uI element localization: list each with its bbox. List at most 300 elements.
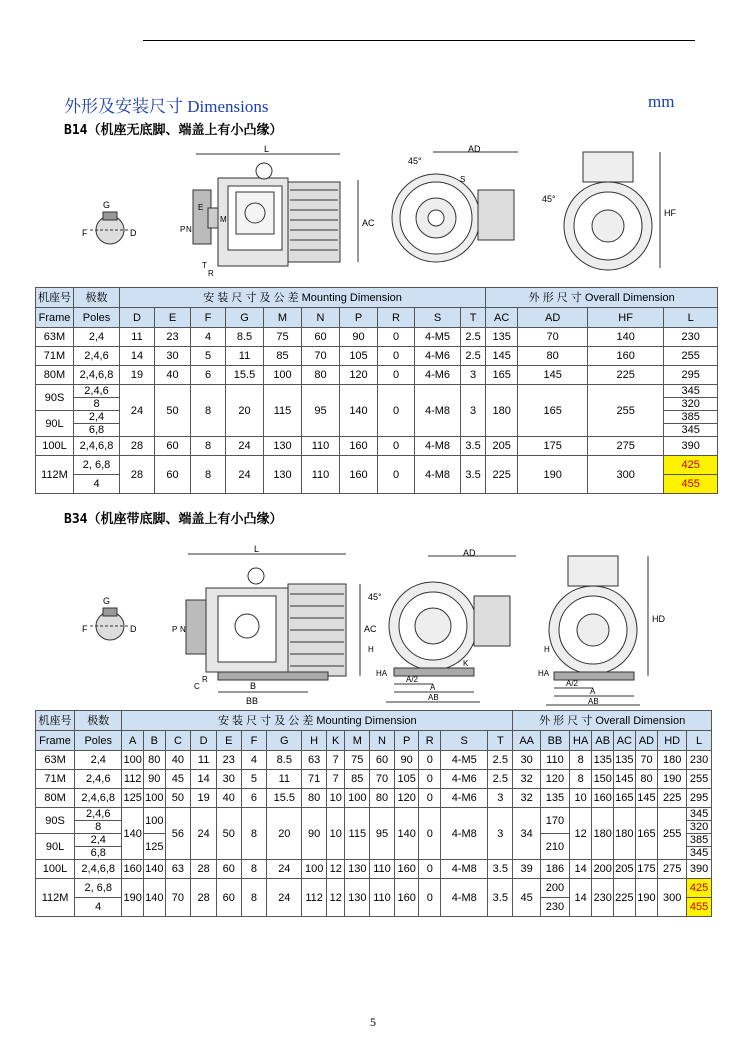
b14-drawing <box>68 142 708 287</box>
col-header: A <box>122 731 144 751</box>
cell: 30 <box>155 347 191 366</box>
col-header: R <box>419 731 441 751</box>
cell: 165 <box>614 789 636 808</box>
table-row <box>36 347 718 366</box>
cell: 70 <box>635 751 658 770</box>
cell: 0 <box>419 789 441 808</box>
b34-rear-view <box>538 556 665 706</box>
cell: 20 <box>267 808 302 860</box>
col-header: K <box>326 731 345 751</box>
cell: 205 <box>614 860 636 879</box>
svg-text:A: A <box>590 687 596 696</box>
col-header: T <box>461 308 486 328</box>
cell: 11 <box>267 770 302 789</box>
cell: 210 <box>541 834 570 860</box>
cell: 145 <box>518 366 588 385</box>
svg-text:AB: AB <box>428 693 439 702</box>
cell: 160 <box>394 879 419 917</box>
cell: 10 <box>326 789 345 808</box>
cell: 150 <box>592 770 614 789</box>
cell: 24 <box>120 385 155 437</box>
col-header: D <box>191 731 217 751</box>
highlighted-cell: 455 <box>687 898 712 917</box>
col-header: HF <box>588 308 664 328</box>
cell: 4-M5 <box>415 328 461 347</box>
col-header: E <box>155 308 191 328</box>
cell: 130 <box>345 879 370 917</box>
cell: 85 <box>345 770 370 789</box>
cell: 24 <box>267 879 302 917</box>
cell: 225 <box>658 789 687 808</box>
cell: 11 <box>191 751 217 770</box>
cell: 4 <box>75 898 122 917</box>
cell: 19 <box>191 789 217 808</box>
cell: 200 <box>592 860 614 879</box>
cell: 70 <box>370 770 395 789</box>
cell: 56 <box>165 808 191 860</box>
b14-dimension-table <box>35 287 718 494</box>
cell: 165 <box>518 385 588 437</box>
svg-text:HF: HF <box>664 208 676 218</box>
cell: 2.5 <box>488 770 513 789</box>
cell: 90S <box>36 808 75 834</box>
cell: 50 <box>155 385 191 437</box>
cell: 140 <box>588 328 664 347</box>
cell: 255 <box>664 347 718 366</box>
cell: 110 <box>302 437 340 456</box>
cell: 115 <box>264 385 302 437</box>
cell: 100 <box>264 366 302 385</box>
cell: 345 <box>664 385 718 398</box>
cell: 23 <box>216 751 241 770</box>
cell: 275 <box>658 860 687 879</box>
cell: 230 <box>687 751 712 770</box>
top-rule <box>143 40 695 41</box>
cell: 63M <box>36 751 75 770</box>
cell: 14 <box>569 860 592 879</box>
cell: 60 <box>216 860 241 879</box>
cell: 34 <box>513 808 541 860</box>
cell: 135 <box>614 751 636 770</box>
cell: 300 <box>588 456 664 494</box>
cell: 85 <box>264 347 302 366</box>
cell: 145 <box>486 347 518 366</box>
cell: 80 <box>518 347 588 366</box>
cell: 28 <box>120 456 155 494</box>
cell: 70 <box>302 347 340 366</box>
table-row <box>36 808 712 821</box>
col-header: 安 装 尺 寸 及 公 差 Mounting Dimension <box>120 288 486 308</box>
svg-text:BB: BB <box>246 696 259 706</box>
cell: 8 <box>569 770 592 789</box>
cell: 105 <box>394 770 419 789</box>
svg-text:P: P <box>172 625 178 634</box>
cell: 50 <box>216 808 241 860</box>
cell: 120 <box>340 366 378 385</box>
svg-text:T: T <box>202 261 207 270</box>
cell: 120 <box>541 770 570 789</box>
col-header: 外 形 尺 寸 Overall Dimension <box>486 288 718 308</box>
cell: 180 <box>486 385 518 437</box>
svg-text:L: L <box>254 544 260 554</box>
svg-text:AC: AC <box>362 218 375 228</box>
cell: 160 <box>122 860 144 879</box>
cell: 385 <box>687 834 712 847</box>
col-header: S <box>441 731 488 751</box>
col-header: AB <box>592 731 614 751</box>
col-header: N <box>302 308 340 328</box>
cell: 6,8 <box>75 847 122 860</box>
cell: 100 <box>143 808 165 834</box>
col-header: C <box>165 731 191 751</box>
svg-text:G: G <box>103 596 111 606</box>
cell: 4-M8 <box>441 879 488 917</box>
b14-heading: B14（机座无底脚、端盖上有小凸缘） <box>64 123 283 138</box>
table-row <box>36 860 712 879</box>
cell: 160 <box>340 437 378 456</box>
cell: 75 <box>264 328 302 347</box>
cell: 230 <box>664 328 718 347</box>
cell: 4-M6 <box>415 366 461 385</box>
col-header: AC <box>486 308 518 328</box>
cell: 140 <box>394 808 419 860</box>
cell: 6 <box>191 366 226 385</box>
cell: 135 <box>541 789 570 808</box>
col-header: N <box>370 731 395 751</box>
cell: 80 <box>143 751 165 770</box>
cell: 345 <box>687 808 712 821</box>
cell: 4-M6 <box>441 789 488 808</box>
svg-text:HA: HA <box>376 669 388 678</box>
cell: 186 <box>541 860 570 879</box>
col-header: G <box>226 308 264 328</box>
col-header: T <box>488 731 513 751</box>
cell: 175 <box>635 860 658 879</box>
svg-text:K: K <box>463 659 469 668</box>
cell: 2,4,6,8 <box>74 366 120 385</box>
table-row <box>36 789 712 808</box>
cell: 2.5 <box>461 347 486 366</box>
svg-text:A/2: A/2 <box>406 675 419 684</box>
col-header: P <box>394 731 419 751</box>
cell: 90 <box>340 328 378 347</box>
table-row <box>36 328 718 347</box>
cell: 8.5 <box>226 328 264 347</box>
cell: 80 <box>302 789 327 808</box>
svg-text:D: D <box>130 228 137 238</box>
cell: 40 <box>155 366 191 385</box>
svg-text:H: H <box>544 645 550 654</box>
col-header: AA <box>513 731 541 751</box>
cell: 0 <box>378 385 415 437</box>
cell: 2.5 <box>488 751 513 770</box>
b34-shaft-section <box>82 596 137 640</box>
cell: 4-M6 <box>441 770 488 789</box>
cell: 190 <box>122 879 144 917</box>
cell: 180 <box>614 808 636 860</box>
col-header: 机座号 <box>36 288 74 308</box>
cell: 28 <box>191 860 217 879</box>
cell: 225 <box>614 879 636 917</box>
cell: 140 <box>143 879 165 917</box>
cell: 2,4,6 <box>75 808 122 821</box>
svg-text:A/2: A/2 <box>566 679 579 688</box>
svg-text:M: M <box>220 215 227 224</box>
col-header: 外 形 尺 寸 Overall Dimension <box>513 711 712 731</box>
cell: 2,4,6 <box>74 385 120 398</box>
cell: 6 <box>241 789 267 808</box>
col-header: D <box>120 308 155 328</box>
page-number: 5 <box>370 1015 376 1029</box>
cell: 4-M6 <box>415 347 461 366</box>
b14-rear-view <box>542 152 676 270</box>
cell: 295 <box>664 366 718 385</box>
cell: 7 <box>326 770 345 789</box>
cell: 80 <box>635 770 658 789</box>
col-header: 极数 <box>75 711 122 731</box>
cell: 225 <box>486 456 518 494</box>
cell: 63 <box>302 751 327 770</box>
cell: 95 <box>302 385 340 437</box>
svg-text:N: N <box>186 225 192 234</box>
cell: 14 <box>120 347 155 366</box>
cell: 8 <box>569 751 592 770</box>
cell: 12 <box>569 808 592 860</box>
b14-shaft-section <box>82 200 137 244</box>
cell: 2,4 <box>75 751 122 770</box>
cell: 8 <box>75 821 122 834</box>
cell: 4 <box>191 328 226 347</box>
cell: 2,4,6,8 <box>74 437 120 456</box>
b14-front-view <box>392 144 518 262</box>
cell: 230 <box>541 898 570 917</box>
svg-text:E: E <box>198 203 204 212</box>
cell: 110 <box>370 879 395 917</box>
cell: 50 <box>165 789 191 808</box>
b14-header-row-1 <box>36 288 718 308</box>
cell: 80 <box>370 789 395 808</box>
cell: 8 <box>74 398 120 411</box>
cell: 320 <box>664 398 718 411</box>
svg-text:B: B <box>250 681 257 691</box>
cell: 160 <box>588 347 664 366</box>
cell: 0 <box>378 328 415 347</box>
svg-text:AC: AC <box>364 624 377 634</box>
cell: 255 <box>658 808 687 860</box>
cell: 40 <box>165 751 191 770</box>
cell: 2,4 <box>74 328 120 347</box>
col-header: Poles <box>75 731 122 751</box>
cell: 11 <box>226 347 264 366</box>
cell: 40 <box>216 789 241 808</box>
cell: 10 <box>569 789 592 808</box>
cell: 60 <box>155 456 191 494</box>
b34-heading: B34（机座带底脚、端盖上有小凸缘） <box>64 512 283 527</box>
cell: 100 <box>302 860 327 879</box>
cell: 90L <box>36 411 74 437</box>
cell: 112 <box>302 879 327 917</box>
cell: 45 <box>165 770 191 789</box>
cell: 90S <box>36 385 74 411</box>
cell: 75 <box>345 751 370 770</box>
cell: 100 <box>143 789 165 808</box>
cell: 130 <box>345 860 370 879</box>
cell: 15.5 <box>267 789 302 808</box>
cell: 24 <box>267 860 302 879</box>
cell: 3.5 <box>461 456 486 494</box>
cell: 205 <box>486 437 518 456</box>
cell: 175 <box>518 437 588 456</box>
cell: 4 <box>74 475 120 494</box>
svg-text:AB: AB <box>588 697 599 706</box>
cell: 60 <box>155 437 191 456</box>
col-header: H <box>302 731 327 751</box>
cell: 32 <box>513 770 541 789</box>
cell: 145 <box>614 770 636 789</box>
col-header: P <box>340 308 378 328</box>
cell: 60 <box>370 751 395 770</box>
cell: 105 <box>340 347 378 366</box>
cell: 8 <box>241 860 267 879</box>
cell: 100 <box>345 789 370 808</box>
cell: 135 <box>486 328 518 347</box>
cell: 100L <box>36 860 75 879</box>
b14-header-row-2 <box>36 308 718 328</box>
col-header: M <box>264 308 302 328</box>
svg-text:C: C <box>194 682 200 691</box>
cell: 160 <box>592 789 614 808</box>
cell: 0 <box>378 437 415 456</box>
cell: 80M <box>36 366 74 385</box>
col-header: HA <box>569 731 592 751</box>
cell: 385 <box>664 411 718 424</box>
cell: 32 <box>513 789 541 808</box>
cell: 2,4 <box>74 411 120 424</box>
cell: 30 <box>513 751 541 770</box>
cell: 3.5 <box>461 437 486 456</box>
cell: 160 <box>340 456 378 494</box>
cell: 0 <box>419 808 441 860</box>
cell: 2,4 <box>75 834 122 847</box>
col-header: BB <box>541 731 570 751</box>
cell: 170 <box>541 808 570 834</box>
cell: 0 <box>378 456 415 494</box>
svg-text:R: R <box>202 675 208 684</box>
cell: 100L <box>36 437 74 456</box>
cell: 14 <box>569 879 592 917</box>
col-header: G <box>267 731 302 751</box>
cell: 190 <box>658 770 687 789</box>
cell: 60 <box>302 328 340 347</box>
cell: 11 <box>120 328 155 347</box>
col-header: Poles <box>74 308 120 328</box>
cell: 0 <box>378 347 415 366</box>
cell: 110 <box>302 456 340 494</box>
cell: 90 <box>394 751 419 770</box>
table-row <box>36 770 712 789</box>
cell: 165 <box>635 808 658 860</box>
cell: 30 <box>216 770 241 789</box>
cell: 70 <box>518 328 588 347</box>
cell: 0 <box>419 879 441 917</box>
cell: 8 <box>191 437 226 456</box>
table-row <box>36 385 718 398</box>
cell: 0 <box>419 860 441 879</box>
cell: 4-M5 <box>441 751 488 770</box>
col-header: 极数 <box>74 288 120 308</box>
cell: 5 <box>241 770 267 789</box>
cell: 2.5 <box>461 328 486 347</box>
cell: 90 <box>143 770 165 789</box>
svg-text:F: F <box>82 624 88 634</box>
cell: 5 <box>191 347 226 366</box>
cell: 112 <box>122 770 144 789</box>
b34-side-view <box>172 544 377 706</box>
b34-drawing <box>68 542 708 707</box>
col-header: B <box>143 731 165 751</box>
cell: 8 <box>191 385 226 437</box>
cell: 10 <box>326 808 345 860</box>
cell: 2,4,6 <box>74 347 120 366</box>
col-header: R <box>378 308 415 328</box>
table-row <box>36 879 712 898</box>
cell: 4-M8 <box>441 860 488 879</box>
cell: 390 <box>664 437 718 456</box>
cell: 120 <box>394 789 419 808</box>
cell: 8 <box>191 456 226 494</box>
cell: 71M <box>36 770 75 789</box>
cell: 320 <box>687 821 712 834</box>
svg-text:D: D <box>130 624 137 634</box>
cell: 4-M8 <box>415 385 461 437</box>
svg-text:HD: HD <box>652 614 665 624</box>
cell: 295 <box>687 789 712 808</box>
cell: 12 <box>326 879 345 917</box>
cell: 4-M8 <box>415 437 461 456</box>
cell: 3 <box>461 385 486 437</box>
svg-text:G: G <box>103 200 111 210</box>
unit-label: mm <box>648 92 675 111</box>
cell: 23 <box>155 328 191 347</box>
cell: 230 <box>592 879 614 917</box>
col-header: Frame <box>36 308 74 328</box>
cell: 28 <box>120 437 155 456</box>
col-header: HD <box>658 731 687 751</box>
cell: 2,4,6 <box>75 770 122 789</box>
svg-text:45°: 45° <box>408 156 422 166</box>
cell: 255 <box>687 770 712 789</box>
cell: 8 <box>241 879 267 917</box>
cell: 60 <box>216 879 241 917</box>
svg-text:45°: 45° <box>368 592 382 602</box>
cell: 2,4,6,8 <box>75 860 122 879</box>
svg-text:AD: AD <box>463 548 476 558</box>
col-header: L <box>687 731 712 751</box>
col-header: E <box>216 731 241 751</box>
cell: 200 <box>541 879 570 898</box>
svg-text:AD: AD <box>468 144 481 154</box>
b34-header-row-2 <box>36 731 712 751</box>
cell: 8.5 <box>267 751 302 770</box>
cell: 95 <box>370 808 395 860</box>
cell: 140 <box>340 385 378 437</box>
cell: 3.5 <box>488 860 513 879</box>
svg-text:N: N <box>180 625 186 634</box>
cell: 4 <box>241 751 267 770</box>
cell: 24 <box>226 456 264 494</box>
svg-text:F: F <box>82 228 88 238</box>
cell: 390 <box>687 860 712 879</box>
